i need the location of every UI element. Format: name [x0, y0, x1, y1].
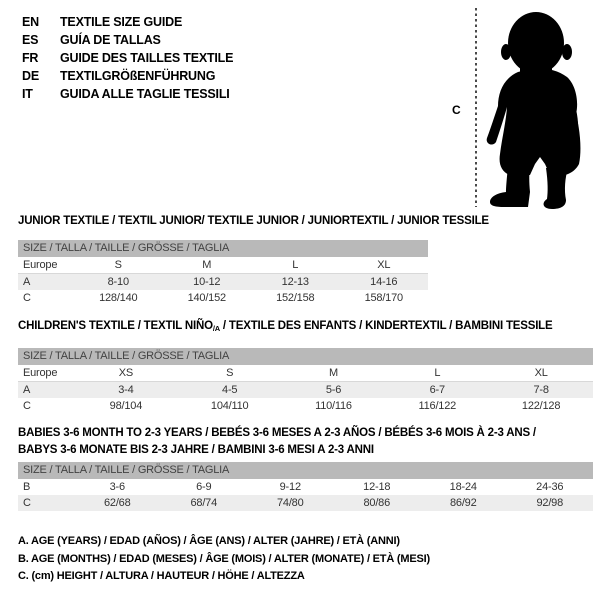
- language-row-es: [22, 31, 233, 49]
- language-title: GUIDE DES TAILLES TEXTILE: [60, 51, 234, 65]
- table-cell: 86/92: [449, 497, 477, 509]
- children-section-title: [18, 320, 552, 333]
- table-body: [18, 365, 593, 414]
- table-cell: 152/158: [276, 292, 315, 304]
- table-cell: 6-9: [196, 481, 212, 493]
- table-row-a: [18, 274, 428, 290]
- table-cell: XS: [118, 367, 134, 379]
- children-size-table: [18, 348, 593, 414]
- table-row-a: [18, 382, 593, 398]
- table-cell: 92/98: [536, 497, 564, 509]
- size-header-bar: SIZE / TALLA / TAILLE / GRÖSSE / TAGLIA: [18, 240, 428, 257]
- language-code: DE: [22, 69, 39, 83]
- language-title: TEXTILE SIZE GUIDE: [60, 15, 183, 29]
- table-cell: 68/74: [190, 497, 218, 509]
- row-label: A: [23, 384, 31, 396]
- size-header-bar: SIZE / TALLA / TAILLE / GRÖSSE / TAGLIA: [18, 462, 593, 479]
- table-cell: 7-8: [533, 384, 549, 396]
- language-row-fr: [22, 49, 233, 67]
- table-cell: M: [329, 367, 338, 379]
- language-title: GUIDA ALLE TAGLIE TESSILI: [60, 87, 230, 101]
- table-cell: XL: [377, 259, 391, 271]
- table-cell: 62/68: [103, 497, 131, 509]
- table-cell: 104/110: [210, 400, 249, 412]
- measurement-legend: [18, 533, 430, 586]
- table-cell: 3-6: [109, 481, 125, 493]
- language-row-en: [22, 13, 233, 31]
- language-list: [22, 13, 233, 103]
- table-cell: 12-18: [363, 481, 391, 493]
- language-title: GUÍA DE TALLAS: [60, 33, 161, 47]
- table-row-c: [18, 398, 593, 414]
- table-cell: 98/104: [109, 400, 143, 412]
- language-title: TEXTILGRÖßENFÜHRUNG: [60, 69, 216, 83]
- table-cell: 140/152: [187, 292, 226, 304]
- table-cell: XL: [534, 367, 548, 379]
- table-cell: L: [292, 259, 299, 271]
- children-title-subscript: /A: [212, 324, 220, 333]
- table-cell: 14-16: [370, 276, 398, 288]
- table-cell: M: [202, 259, 212, 271]
- baby-silhouette: [484, 6, 598, 210]
- children-title-pre: CHILDREN'S TEXTILE / TEXTIL NIÑO: [18, 320, 213, 332]
- row-label: Europe: [23, 259, 58, 271]
- children-title-post: / TEXTILE DES ENFANTS / KINDERTEXTIL / BAMBINI TESSILE: [219, 320, 553, 332]
- junior-size-table: [18, 240, 428, 306]
- table-row-b: [18, 479, 593, 495]
- table-cell: S: [114, 259, 122, 271]
- junior-section-title: JUNIOR TEXTILE / TEXTIL JUNIOR/ TEXTILE JUNIOR / JUNIORTEXTIL / JUNIOR TESSILE: [18, 215, 489, 227]
- table-cell: 12-13: [281, 276, 309, 288]
- row-label: C: [23, 497, 31, 509]
- table-cell: 116/122: [418, 400, 457, 412]
- height-measure-dashed-line: [475, 8, 477, 207]
- table-row-europe: [18, 365, 593, 382]
- table-cell: 8-10: [107, 276, 129, 288]
- table-row-c: [18, 495, 593, 511]
- legend-line-a: A. AGE (YEARS) / EDAD (AÑOS) / ÂGE (ANS) / ALTER (JAHRE) / ETÀ (ANNI): [18, 535, 400, 547]
- language-code: EN: [22, 15, 39, 29]
- table-cell: 128/140: [99, 292, 138, 304]
- table-cell: 3-4: [118, 384, 134, 396]
- size-header-bar: SIZE / TALLA / TAILLE / GRÖSSE / TAGLIA: [18, 348, 593, 365]
- table-row-europe: [18, 257, 428, 274]
- table-cell: L: [434, 367, 441, 379]
- babies-title-line2: BABYS 3-6 MONATE BIS 2-3 JAHRE / BAMBINI 3-6 MESI A 2-3 ANNI: [18, 443, 374, 456]
- table-cell: 10-12: [193, 276, 221, 288]
- table-body: [18, 479, 593, 511]
- table-cell: 158/170: [364, 292, 403, 304]
- table-row-c: [18, 290, 428, 306]
- table-cell: 110/116: [315, 400, 352, 412]
- row-label: C: [23, 400, 31, 412]
- babies-size-table: [18, 462, 593, 511]
- legend-line-b: B. AGE (MONTHS) / EDAD (MESES) / ÂGE (MOIS) / ALTER (MONATE) / ETÀ (MESI): [18, 552, 430, 565]
- table-cell: 6-7: [429, 384, 445, 396]
- table-cell: 80/86: [363, 497, 391, 509]
- language-code: IT: [22, 87, 33, 101]
- row-label: B: [23, 481, 31, 493]
- legend-line-c: C. (cm) HEIGHT / ALTURA / HAUTEUR / HÖHE / ALTEZZA: [18, 570, 305, 582]
- language-row-it: [22, 85, 233, 103]
- language-code: ES: [22, 33, 39, 47]
- table-cell: 5-6: [325, 384, 342, 396]
- row-label: A: [23, 276, 31, 288]
- table-cell: 24-36: [536, 481, 564, 493]
- row-label: C: [23, 292, 31, 304]
- table-cell: 74/80: [276, 497, 304, 509]
- table-cell: 4-5: [222, 384, 238, 396]
- babies-title-line1: BABIES 3-6 MONTH TO 2-3 YEARS / BEBÉS 3-6 MESES A 2-3 AÑOS / BÉBÉS 3-6 MOIS À 2-3 ANS /: [18, 427, 536, 439]
- table-cell: 122/128: [521, 400, 561, 412]
- table-cell: 18-24: [449, 481, 477, 493]
- table-body: [18, 257, 428, 306]
- babies-section-title: [18, 425, 593, 458]
- language-row-de: [22, 67, 233, 85]
- table-cell: 9-12: [279, 481, 301, 493]
- height-measure-label: C: [452, 103, 461, 117]
- row-label: Europe: [23, 367, 58, 379]
- table-cell: S: [226, 367, 234, 379]
- language-code: FR: [22, 51, 39, 65]
